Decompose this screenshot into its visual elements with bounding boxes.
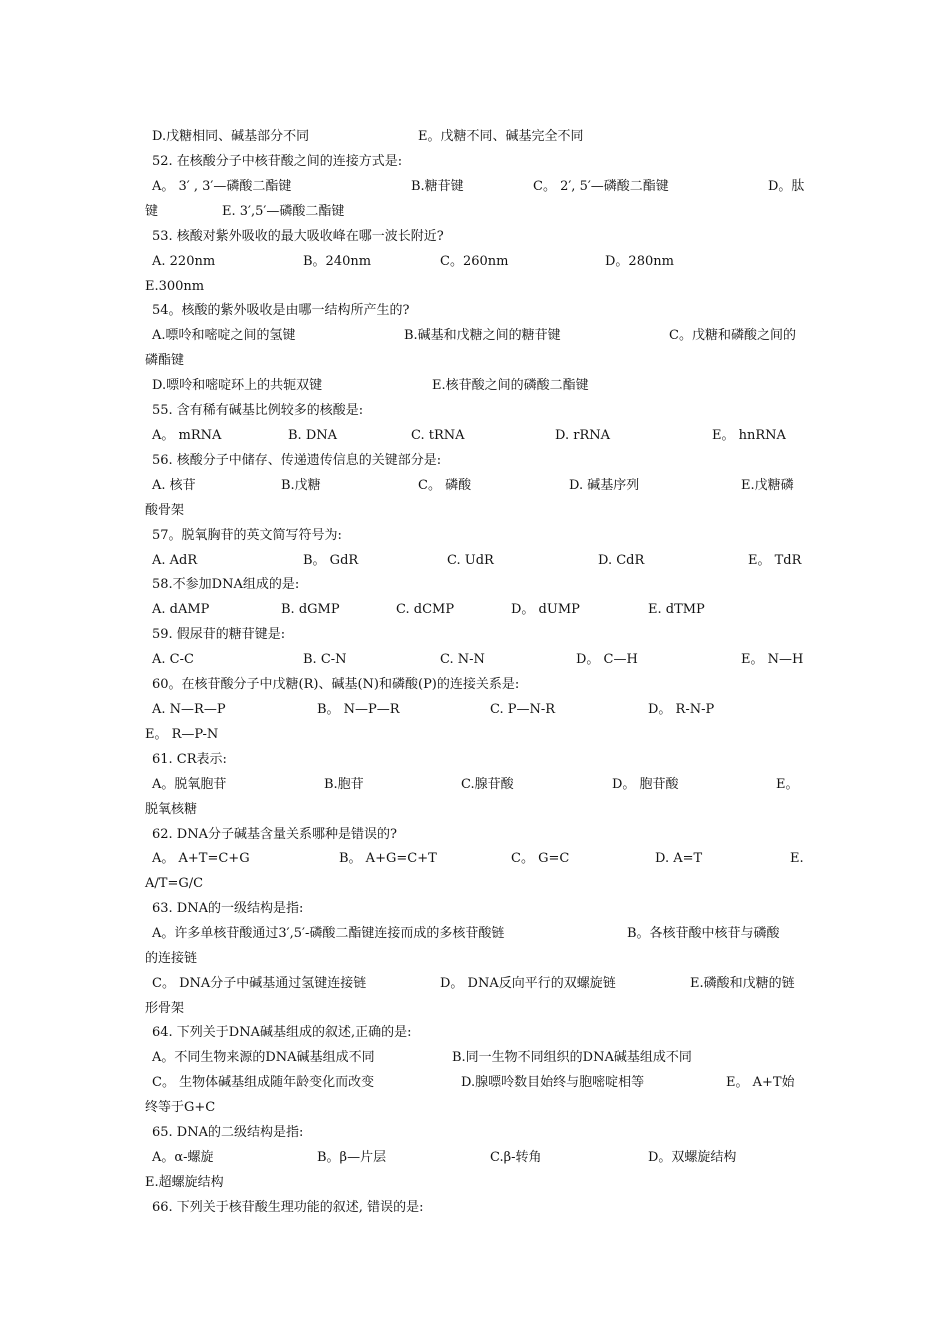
line-segment: D. 碱基序列 — [569, 478, 640, 493]
line-segment: 61. CR表示: — [152, 752, 227, 767]
line-segment: E。 N—H — [741, 652, 804, 667]
answer-options — [0, 1045, 950, 1070]
line-segment: B.碱基和戊糖之间的糖苷键 — [404, 328, 561, 343]
line-segment: 56. 核酸分子中储存、传递遗传信息的关键部分是: — [152, 453, 442, 468]
line-segment: 60。在核苷酸分子中戊糖(R)、碱基(N)和磷酸(P)的连接关系是: — [152, 677, 520, 692]
line-segment: C。 2′, 5′—磷酸二酯键 — [533, 179, 669, 194]
line-segment: A。 3′ , 3′—磷酸二酯键 — [152, 179, 292, 194]
line-segment: B. dGMP — [281, 602, 340, 617]
line-segment: C. UdR — [447, 553, 494, 568]
line-segment: D.腺嘌呤数目始终与胞嘧啶相等 — [461, 1075, 645, 1090]
answer-options — [0, 1170, 950, 1195]
answer-options — [0, 473, 950, 498]
question-stem — [0, 448, 950, 473]
line-segment: E.核苷酸之间的磷酸二酯键 — [432, 378, 589, 393]
line-segment: B.同一生物不同组织的DNA碱基组成不同 — [452, 1050, 692, 1065]
line-segment: D。 C—H — [576, 652, 638, 667]
question-stem — [0, 523, 950, 548]
answer-options — [0, 498, 950, 523]
line-segment: E. dTMP — [648, 602, 705, 617]
line-segment: E。 A+T始 — [726, 1075, 795, 1090]
line-segment: C。 G=C — [511, 851, 570, 866]
line-segment: A。 A+T=C+G — [152, 851, 250, 866]
answer-options — [0, 1070, 950, 1095]
answer-options — [0, 921, 950, 946]
line-segment: 64. 下列关于DNA碱基组成的叙述,正确的是: — [152, 1025, 412, 1040]
line-segment: E。 — [776, 777, 799, 792]
line-segment: E。戊糖不同、碱基完全不同 — [418, 129, 584, 144]
question-stem — [0, 298, 950, 323]
answer-options — [0, 274, 950, 299]
line-segment: A. 220nm — [152, 254, 216, 269]
line-segment: B.戊糖 — [281, 478, 321, 493]
question-stem — [0, 1195, 950, 1220]
question-stem — [0, 572, 950, 597]
line-segment: B。240nm — [303, 254, 372, 269]
line-segment: D.戊糖相同、碱基部分不同 — [152, 129, 310, 144]
line-segment: 的连接链 — [145, 951, 198, 966]
line-segment: A。许多单核苷酸通过3′,5′-磷酸二酯键连接而成的多核苷酸链 — [152, 926, 505, 941]
line-segment: B。各核苷酸中核苷与磷酸 — [627, 926, 780, 941]
answer-options — [0, 597, 950, 622]
line-segment: 59. 假尿苷的糖苷键是: — [152, 627, 286, 642]
line-segment: E。 TdR — [748, 553, 802, 568]
question-stem — [0, 398, 950, 423]
line-segment: A。脱氧胞苷 — [152, 777, 227, 792]
line-segment: 酸骨架 — [145, 503, 185, 518]
line-segment: 62. DNA分子碱基含量关系哪种是错误的? — [152, 827, 397, 842]
line-segment: E.300nm — [145, 279, 205, 294]
line-segment: D.嘌呤和嘧啶环上的共轭双键 — [152, 378, 323, 393]
line-segment: D。 胞苷酸 — [612, 777, 679, 792]
line-segment: A.嘌呤和嘧啶之间的氢键 — [152, 328, 296, 343]
line-segment: 63. DNA的一级结构是指: — [152, 901, 304, 916]
line-segment: 66. 下列关于核苷酸生理功能的叙述, 错误的是: — [152, 1200, 424, 1215]
answer-options — [0, 697, 950, 722]
line-segment: A. dAMP — [152, 602, 210, 617]
answer-options — [0, 423, 950, 448]
answer-options — [0, 348, 950, 373]
answer-options — [0, 323, 950, 348]
question-stem — [0, 622, 950, 647]
line-segment: C. N-N — [440, 652, 485, 667]
line-segment: 终等于G+C — [145, 1100, 216, 1115]
line-segment: C. P—N-R — [490, 702, 556, 717]
line-segment: B。 N—P—R — [317, 702, 400, 717]
line-segment: 形骨架 — [145, 1001, 185, 1016]
line-segment: C. tRNA — [411, 428, 465, 443]
line-segment: B.胞苷 — [324, 777, 364, 792]
answer-options — [0, 772, 950, 797]
line-segment: A. N—R—P — [152, 702, 226, 717]
line-segment: C。260nm — [440, 254, 509, 269]
line-segment: B。 GdR — [303, 553, 359, 568]
line-segment: C.β-转角 — [490, 1150, 542, 1165]
line-segment: D。肽 — [768, 179, 805, 194]
answer-options — [0, 971, 950, 996]
line-segment: 58.不参加DNA组成的是: — [152, 577, 300, 592]
line-segment: E.超螺旋结构 — [145, 1175, 224, 1190]
question-stem — [0, 822, 950, 847]
line-segment: B.糖苷键 — [411, 179, 464, 194]
answer-options — [0, 797, 950, 822]
answer-options — [0, 1145, 950, 1170]
line-segment: 键 — [145, 204, 159, 219]
line-segment: A。 mRNA — [152, 428, 222, 443]
line-segment: D。 R-N-P — [648, 702, 715, 717]
answer-options — [0, 1095, 950, 1120]
line-segment: B。 A+G=C+T — [339, 851, 437, 866]
line-segment: D。 DNA反向平行的双螺旋链 — [440, 976, 616, 991]
line-segment: D. rRNA — [555, 428, 610, 443]
line-segment: A。α-螺旋 — [152, 1150, 214, 1165]
answer-options — [0, 996, 950, 1021]
answer-options — [0, 249, 950, 274]
line-segment: 57。脱氧胸苷的英文简写符号为: — [152, 528, 342, 543]
line-segment: E. — [790, 851, 804, 866]
line-segment: D. A=T — [655, 851, 703, 866]
line-segment: 磷酯键 — [145, 353, 185, 368]
line-segment: C.腺苷酸 — [461, 777, 514, 792]
answer-options — [0, 846, 950, 871]
question-stem — [0, 672, 950, 697]
line-segment: A. 核苷 — [152, 478, 196, 493]
line-segment: 52. 在核酸分子中核苷酸之间的连接方式是: — [152, 154, 403, 169]
line-segment: A/T=G/C — [145, 876, 204, 891]
line-segment: D. CdR — [598, 553, 645, 568]
question-stem — [0, 224, 950, 249]
line-segment: 脱氧核糖 — [145, 802, 198, 817]
line-segment: A. C-C — [152, 652, 194, 667]
line-segment: 55. 含有稀有碱基比例较多的核酸是: — [152, 403, 364, 418]
answer-options — [0, 946, 950, 971]
line-segment: E.磷酸和戊糖的链 — [690, 976, 795, 991]
question-stem — [0, 747, 950, 772]
text-line — [0, 124, 950, 149]
line-segment: C。戊糖和磷酸之间的 — [669, 328, 796, 343]
answer-options — [0, 174, 950, 199]
line-segment: D。双螺旋结构 — [648, 1150, 737, 1165]
line-segment: C。 磷酸 — [418, 478, 472, 493]
answer-options — [0, 199, 950, 224]
line-segment: E。 hnRNA — [712, 428, 786, 443]
line-segment: C. dCMP — [396, 602, 455, 617]
line-segment: 53. 核酸对紫外吸收的最大吸收峰在哪一波长附近? — [152, 229, 444, 244]
answer-options — [0, 722, 950, 747]
question-stem — [0, 149, 950, 174]
line-segment: D。 dUMP — [511, 602, 580, 617]
answer-options — [0, 373, 950, 398]
line-segment: C。 生物体碱基组成随年龄变化而改变 — [152, 1075, 375, 1090]
line-segment: D。280nm — [605, 254, 674, 269]
question-stem — [0, 896, 950, 921]
line-segment: 65. DNA的二级结构是指: — [152, 1125, 304, 1140]
line-segment: A。不同生物来源的DNA碱基组成不同 — [152, 1050, 375, 1065]
line-segment: B. DNA — [288, 428, 338, 443]
answer-options — [0, 871, 950, 896]
answer-options — [0, 548, 950, 573]
line-segment: E.戊糖磷 — [741, 478, 794, 493]
answer-options — [0, 647, 950, 672]
line-segment: A. AdR — [152, 553, 198, 568]
line-segment: E. 3′,5′—磷酸二酯键 — [222, 204, 345, 219]
line-segment: C。 DNA分子中碱基通过氢键连接链 — [152, 976, 367, 991]
line-segment: 54。核酸的紫外吸收是由哪一结构所产生的? — [152, 303, 410, 318]
question-stem — [0, 1020, 950, 1045]
question-stem — [0, 1120, 950, 1145]
line-segment: B。β—片层 — [317, 1150, 387, 1165]
line-segment: B. C-N — [303, 652, 347, 667]
line-segment: E。 R—P-N — [145, 727, 219, 742]
